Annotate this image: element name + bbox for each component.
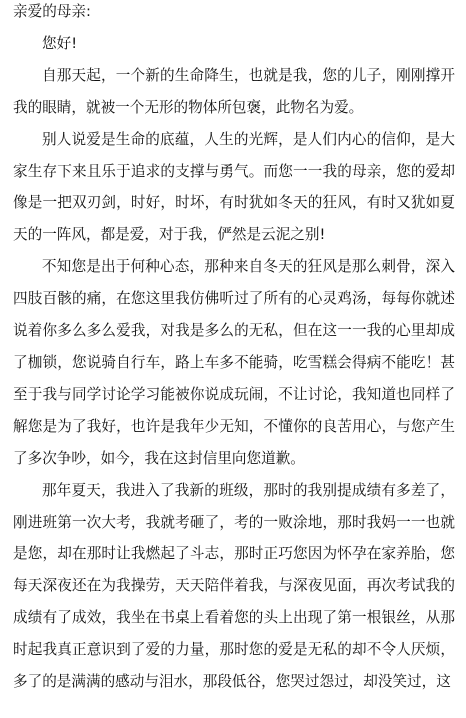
letter-paragraph-love: 别人说爱是生命的底蕴，人生的光辉，是人们内心的信仰，是大家生存下来且乐于追求的支撑与勇气。而您一一我的母亲，您的爱却像是一把双刃剑，时好，时坏，有时犹如冬天的狂风，有时又犹如夏天的一阵风，都是爱，对于我，俨然是云泥之别! [13,130,455,244]
letter-salutation: 亲爱的母亲: [13,3,91,20]
letter-greeting: 您好! [42,34,78,52]
letter-paragraph-apology: 不知您是出于何种心态，那种来自冬天的狂风是那么刺骨，深入四肢百骸的痛，在您这里我仿佛听过了所有的心灵鸡汤，每每你就述说着你多么多么爱我，对我是多么的无私，但在这一一我的心里却成了枷锁，您说骑自行车，路上车多不能骑，吃雪糕会得病不能吃！甚至于我与同学讨论学习能被你说成玩闹，不让讨论，我知道也同样了解您是为了我好，也许是我年少无知，不懂你的良苦用心，与您产生了多次争吵，如今，我在这封信里向您道歉。 [13,258,455,467]
letter-paragraph-birth: 自那天起，一个新的生命降生，也就是我，您的儿子，刚刚撑开我的眼睛，就被一个无形的物体所包褒，此物名为爱。 [13,66,455,116]
letter-paragraph-summer: 那年夏天，我进入了我新的班级，那时的我别提成绩有多差了，刚进班第一次大考，我就考砸了，考的一败涂地，那时我妈一一也就是您，却在那时让我燃起了斗志，那时正巧您因为怀孕在家养胎，您每天深夜还在为我操劳，天天陪伴着我，与深夜见面，再次考试我的成绩有了成效，我坐在书桌上看着您的头上出现了第一根银丝，从那时起我真正意识到了爱的力量，那时您的爱是无私的却不令人厌烦，多了的是满满的感动与泪水，那段低谷，您哭过怨过，却没笑过，这 [13,481,455,691]
